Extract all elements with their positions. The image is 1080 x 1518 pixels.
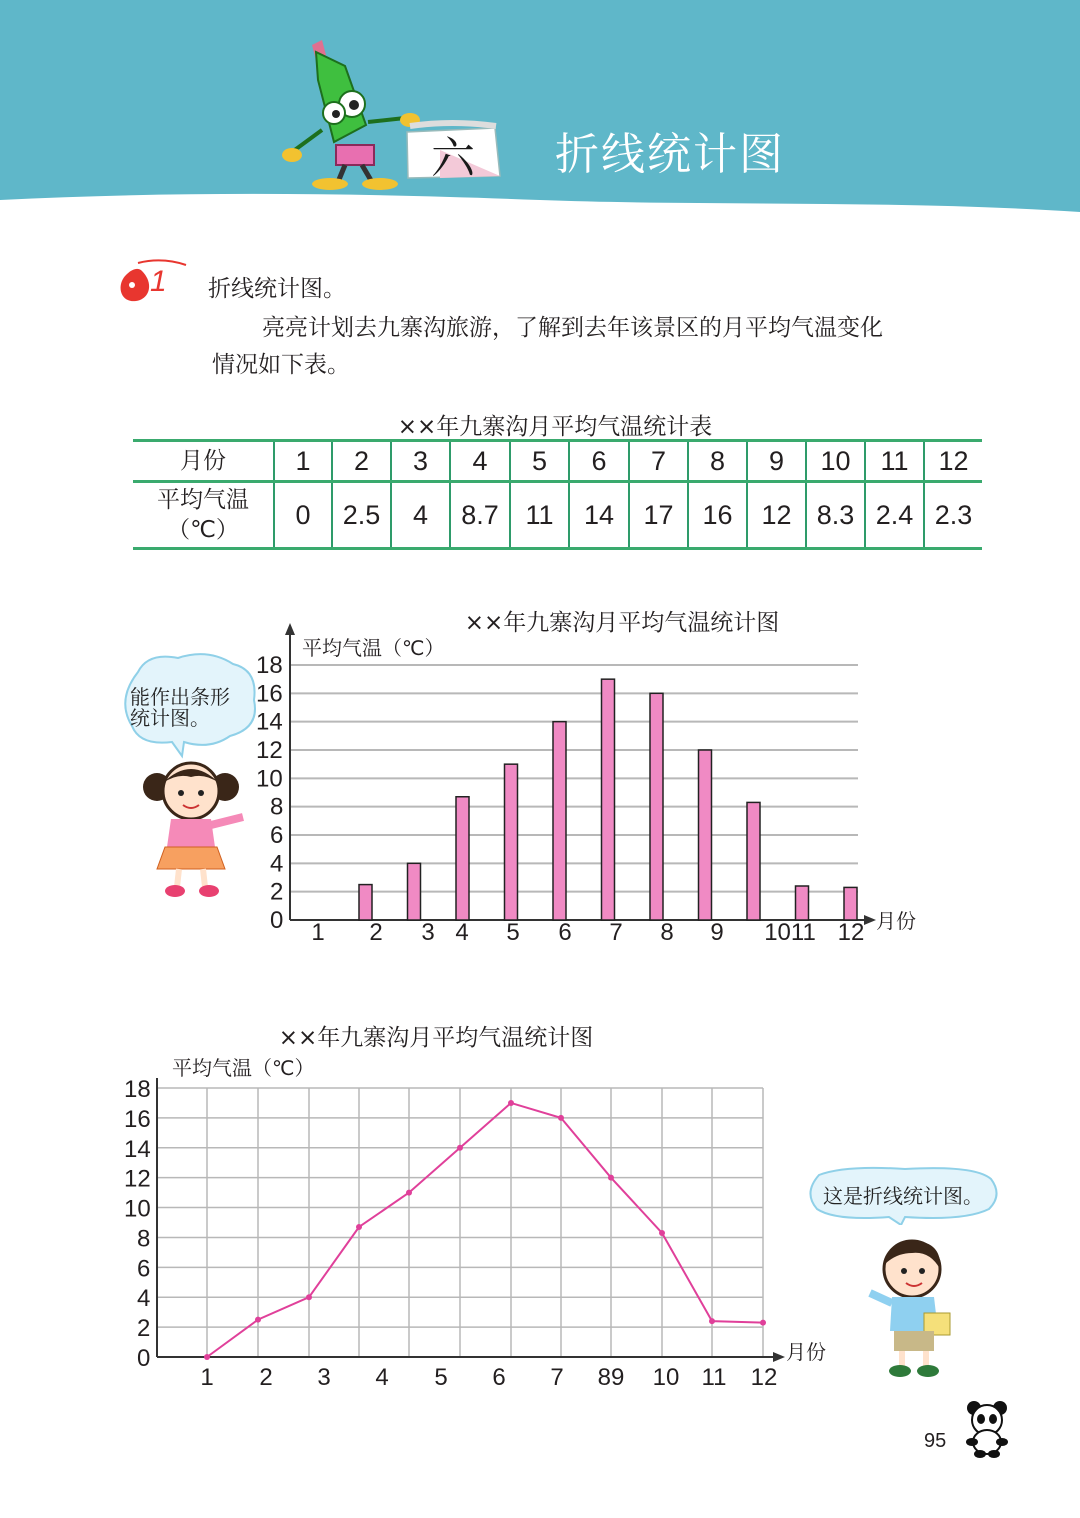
bar-chart-bar	[553, 722, 566, 920]
bar-chart-ylabel: 平均气温（℃）	[302, 636, 445, 660]
table-cell-temp: 8.7	[450, 482, 510, 549]
table-cell-temp: 8.3	[806, 482, 865, 549]
line-chart-point	[406, 1190, 412, 1196]
bar-chart-x-tick: 3	[421, 919, 435, 946]
example-line-2: 情况如下表。	[212, 352, 350, 378]
bar-chart-y-tick: 0	[270, 907, 284, 934]
table-cell-month: 11	[865, 441, 924, 482]
table-cell-temp: 4	[391, 482, 450, 549]
bar-chart-bar	[456, 797, 469, 920]
table-cell-month: 4	[450, 441, 510, 482]
bar-chart-bar	[505, 764, 518, 920]
table-cell-month: 6	[569, 441, 629, 482]
girl-speech-line-2: 统计图。	[130, 706, 210, 730]
bar-chart	[0, 600, 1080, 960]
line-chart-point	[204, 1354, 210, 1360]
bar-chart-x-tick: 4	[455, 919, 469, 946]
example-heading: 折线统计图。	[208, 276, 346, 302]
line-chart-y-tick: 4	[137, 1285, 151, 1313]
table-title: ××年九寨沟月平均气温统计表	[397, 414, 713, 440]
line-chart-point	[709, 1318, 715, 1324]
line-chart-y-tick: 12	[124, 1165, 151, 1193]
bar-chart-x-tick: 8	[660, 919, 674, 946]
table-cell-temp: 14	[569, 482, 629, 549]
line-chart-point	[255, 1317, 261, 1323]
table-cell-temp: 2.5	[332, 482, 391, 549]
bar-chart-y-tick: 2	[270, 878, 284, 906]
bar-chart-y-tick: 18	[256, 652, 283, 679]
bar-chart-x-tick: 1011	[764, 919, 816, 946]
line-chart-point	[457, 1145, 463, 1151]
line-chart-x-tick: 1	[200, 1364, 214, 1391]
line-chart-y-tick: 14	[124, 1135, 151, 1163]
bar-chart-x-arrow-icon	[864, 915, 876, 925]
example-number: 1	[150, 265, 167, 298]
bar-chart-bar	[699, 750, 712, 920]
table-header-temp-line2: （℃）	[167, 517, 239, 543]
bar-chart-y-tick: 16	[256, 680, 283, 708]
line-chart-series-line	[207, 1103, 763, 1357]
table-cell-month: 1	[274, 441, 332, 482]
bar-chart-bar	[359, 885, 372, 920]
example-badge-icon	[112, 255, 192, 307]
line-chart-x-tick: 12	[750, 1364, 778, 1391]
temperature-table	[133, 439, 982, 550]
line-chart-title: ××年九寨沟月平均气温统计图	[278, 1025, 594, 1051]
bar-chart-y-tick: 12	[256, 737, 283, 764]
panda-icon	[958, 1398, 1016, 1458]
line-chart-point	[760, 1320, 766, 1326]
table-header-temp-line1: 平均气温	[157, 487, 249, 513]
bar-chart-x-tick: 12	[837, 919, 865, 946]
bar-chart-x-tick: 7	[609, 919, 623, 946]
line-chart-y-tick: 6	[137, 1255, 151, 1283]
line-chart-x-tick: 89	[597, 1364, 625, 1391]
line-chart-x-tick: 6	[492, 1364, 506, 1391]
bar-chart-xlabel: 月份	[876, 909, 916, 933]
table-header-temp	[133, 482, 274, 549]
table-cell-month: 3	[391, 441, 450, 482]
bar-chart-x-tick: 2	[369, 919, 383, 946]
table-header-month: 月份	[133, 441, 274, 482]
bar-chart-bar	[747, 802, 760, 920]
page-number: 95	[924, 1430, 947, 1452]
line-chart-y-tick: 10	[124, 1195, 151, 1223]
table-row-temps	[133, 482, 982, 549]
bar-chart-title: ××年九寨沟月平均气温统计图	[464, 610, 780, 636]
bar-chart-x-tick: 5	[506, 919, 520, 946]
boy-character-icon	[860, 1235, 955, 1380]
bar-chart-x-tick: 9	[710, 919, 724, 946]
table-cell-month: 2	[332, 441, 391, 482]
line-chart-x-tick: 7	[550, 1364, 564, 1391]
table-cell-temp: 2.3	[924, 482, 982, 549]
line-chart-point	[508, 1100, 514, 1106]
unit-number: 六	[431, 133, 475, 184]
bar-chart-bar	[844, 887, 857, 920]
line-chart-point	[558, 1115, 564, 1121]
table-cell-month: 7	[629, 441, 688, 482]
bar-chart-bar	[408, 863, 421, 920]
line-chart-x-tick: 5	[434, 1364, 448, 1391]
table-cell-temp: 16	[688, 482, 747, 549]
line-chart-x-tick: 4	[375, 1364, 389, 1391]
table-cell-temp: 0	[274, 482, 332, 549]
line-chart-y-tick: 0	[137, 1345, 151, 1372]
table-cell-month: 10	[806, 441, 865, 482]
line-chart-x-tick: 3	[317, 1364, 331, 1391]
table-cell-temp: 2.4	[865, 482, 924, 549]
table-cell-month: 5	[510, 441, 569, 482]
bar-chart-bar	[602, 679, 615, 920]
line-chart-y-tick: 16	[124, 1105, 151, 1133]
table-row-months	[133, 441, 982, 482]
table-cell-month: 9	[747, 441, 806, 482]
table-cell-temp: 11	[510, 482, 569, 549]
bar-chart-y-tick: 14	[256, 708, 283, 736]
line-chart-xlabel: 月份	[786, 1340, 826, 1364]
line-chart-point	[608, 1175, 614, 1181]
line-chart-y-tick: 18	[124, 1076, 151, 1103]
table-cell-temp: 12	[747, 482, 806, 549]
table-cell-month: 8	[688, 441, 747, 482]
line-chart-x-tick: 11	[701, 1364, 727, 1391]
table-cell-month: 12	[924, 441, 982, 482]
line-chart-x-tick: 2	[259, 1364, 273, 1391]
bar-chart-y-tick: 8	[270, 793, 284, 821]
table-cell-temp: 17	[629, 482, 688, 549]
bar-chart-y-arrow-icon	[285, 623, 295, 635]
header-banner	[0, 0, 1080, 240]
bar-chart-y-tick: 6	[270, 822, 284, 849]
example-line-1: 亮亮计划去九寨沟旅游，了解到去年该景区的月平均气温变化	[262, 315, 883, 341]
bar-chart-y-tick: 4	[270, 850, 284, 878]
bar-chart-y-tick: 10	[256, 765, 283, 793]
line-chart-x-tick: 10	[652, 1364, 680, 1391]
bar-chart-x-tick: 6	[558, 919, 572, 946]
bar-chart-bar	[650, 693, 663, 920]
line-chart-y-tick: 2	[137, 1315, 151, 1343]
boy-speech: 这是折线统计图。	[823, 1184, 983, 1208]
girl-speech-line-1: 能作出条形	[130, 685, 230, 709]
line-chart-ylabel: 平均气温（℃）	[172, 1056, 315, 1080]
bar-chart-bar	[796, 886, 809, 920]
bar-chart-x-tick: 1	[311, 919, 325, 946]
line-chart-point	[356, 1224, 362, 1230]
line-chart-point	[659, 1230, 665, 1236]
line-chart-point	[306, 1294, 312, 1300]
unit-title: 折线统计图	[555, 129, 785, 180]
line-chart-x-arrow-icon	[773, 1352, 785, 1362]
line-chart-y-tick: 8	[137, 1225, 151, 1253]
speech-cloud-boy	[805, 1165, 1000, 1225]
